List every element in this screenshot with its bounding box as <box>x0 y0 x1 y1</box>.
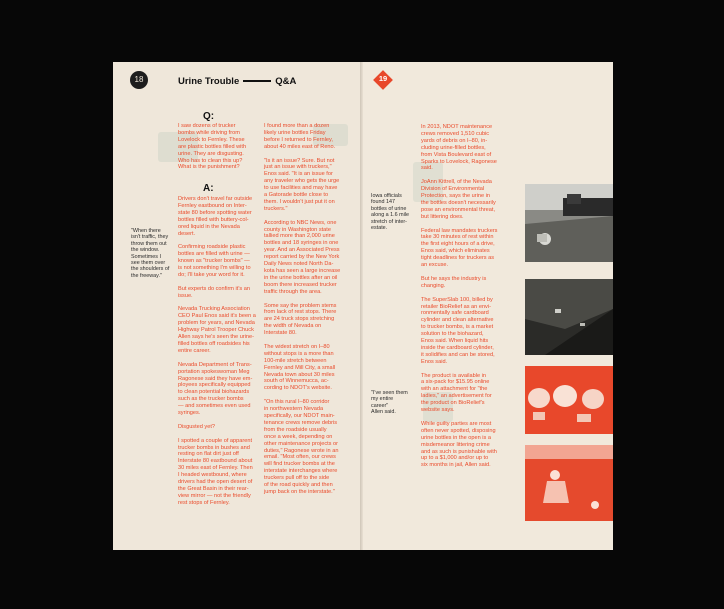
text-line: — and sometimes even used <box>178 403 251 410</box>
text-line: is not something I'm willing to <box>178 265 251 272</box>
text-line: Lovelock to Fernley. These <box>178 136 245 143</box>
text-line: year. And an Associated Press <box>264 247 340 254</box>
page-number-right: 19 <box>378 74 388 83</box>
text-line: do; I'll take your word for it. <box>178 271 245 278</box>
pull-quote-text <box>131 228 169 279</box>
text-line: Fernley eastbound on Inter- <box>178 202 247 209</box>
text-line: kota has seen a large increase <box>264 268 341 274</box>
text-line: tight deadlines for truckers as <box>421 255 495 262</box>
text-line: jump back on the interstate." <box>264 488 335 495</box>
caption-iowa <box>371 193 409 231</box>
text-line: interstate interchanges where <box>264 468 338 475</box>
paragraph <box>178 196 256 237</box>
text-line: drivers had the open desert of <box>178 479 253 486</box>
text-line: But experts do confirm it's an <box>178 285 250 292</box>
text-line: in the urine bottles after an oil <box>264 274 338 281</box>
text-line: without stops is a more than <box>264 350 334 357</box>
text-line: before I returned to Fernley, <box>264 136 333 143</box>
caption-text <box>371 390 408 416</box>
text-line: misdemeanor littering crime <box>421 441 490 448</box>
text-line: Highway Patrol Trooper Chuck <box>178 327 254 334</box>
text-line: county in Washington state <box>264 226 331 233</box>
text-line: According to NBC News, one <box>264 219 337 226</box>
text-line: to use facilities and may have <box>264 185 338 192</box>
text-line: said. <box>421 165 433 172</box>
text-line: truckers pull off to the side <box>264 475 330 482</box>
text-line: Allen says he's seen the urine- <box>178 334 255 341</box>
text-line: cylinder and clean alternative <box>421 317 494 324</box>
text-line: in northwestern Nevada <box>264 406 324 413</box>
text-line: The SuperSlab 100, billed by <box>421 296 493 303</box>
text-line: Enos said, which eliminates <box>421 248 490 255</box>
text-line: the freeway." <box>131 272 162 279</box>
text-line: CEO Paul Enos said it's been a <box>178 313 256 320</box>
text-line: tenance crews remove debris <box>264 419 338 426</box>
left-page <box>113 62 363 550</box>
text-line: Interstate 80 eastbound about <box>178 458 253 465</box>
photo-bottles-red-image <box>525 366 613 434</box>
text-line: the bottles doesn't necessarily <box>421 199 496 206</box>
text-line: known as "trucker bombs" — <box>178 258 250 265</box>
text-line: Drivers don't travel far outside <box>178 196 253 202</box>
text-line: "On this rural I–80 corridor <box>264 399 330 406</box>
text-line: about 40 miles east of Reno. <box>264 143 336 150</box>
page-number-left: 18 <box>130 71 148 89</box>
text-line: JoAnn Kittrell, of the Nevada <box>421 179 492 186</box>
text-line: traffic through the area. <box>264 288 322 295</box>
text-line: I saw dozens of trucker <box>178 123 236 129</box>
question-text <box>178 123 246 178</box>
text-line: often never spotted, disposing <box>421 427 496 434</box>
text-line: report carried by the New York <box>264 254 340 261</box>
text-line: Some say the problem stems <box>264 302 337 309</box>
text-line: ored liquid in the Nevada <box>178 223 240 230</box>
header-dash <box>243 80 271 82</box>
text-line: career" <box>371 402 389 409</box>
question-label: Q: <box>203 111 215 122</box>
text-line: Division of Environmental <box>421 186 485 193</box>
text-line: cording to NDOT's website. <box>264 385 332 392</box>
photo-truck-roadside <box>525 184 613 262</box>
text-line: "I've seen them <box>371 390 408 396</box>
text-line: estate. <box>371 225 388 232</box>
text-line: Iowa officials <box>371 193 402 199</box>
paragraph <box>264 220 340 296</box>
answer-column-2 <box>264 123 340 503</box>
text-line: rest stops of Fernley. <box>178 499 230 506</box>
paragraph <box>178 362 256 417</box>
text-line: Nevada Department of Trans- <box>178 361 252 368</box>
text-line: bombs while driving from <box>178 129 240 136</box>
text-line: While guilty parties are most <box>421 420 492 427</box>
text-line: the first eight hours of a drive, <box>421 241 495 248</box>
text-line: Nevada Trucking Association <box>178 306 250 313</box>
text-line: desert. <box>178 230 196 237</box>
paragraph <box>421 228 497 269</box>
text-line: 30 miles east of Fernley. Then <box>178 465 253 472</box>
text-line: see them over <box>131 260 166 267</box>
text-line: I found more than a dozen <box>264 123 330 129</box>
text-line: entire career. <box>178 347 211 354</box>
text-line: along a 1.6 mile <box>371 212 410 219</box>
text-line: the product on BioRelief's <box>421 400 485 407</box>
text-line: website says. <box>421 407 455 414</box>
text-line: bottles and 18 syringes in one <box>264 240 339 247</box>
text-line: Interstate 80. <box>264 330 297 337</box>
text-line: resting on flat dirt just off <box>178 451 239 458</box>
text-line: are plastic bottles filled with <box>178 143 247 150</box>
text-line: Ragonese said they have em- <box>178 375 253 382</box>
text-line: bottles filled with buttery-col- <box>178 216 249 223</box>
text-line: bottles of urine <box>371 205 407 212</box>
text-line: Allen said. <box>371 409 396 416</box>
answer-column-1 <box>178 196 256 514</box>
text-line: Federal law mandates truckers <box>421 227 498 234</box>
text-line: Disgusted yet? <box>178 423 216 430</box>
photo-person-roadside-red-image <box>525 445 613 521</box>
paragraph <box>421 373 497 414</box>
text-line: boom there increased trucker <box>264 281 337 288</box>
paragraph <box>178 286 256 300</box>
text-line: 100-mile stretch between <box>264 357 327 364</box>
text-line: a Gatorade bottle close to <box>264 192 329 199</box>
text-line: the Great Basin in their rear- <box>178 485 249 492</box>
paragraph <box>421 276 497 290</box>
text-line: What is the punishment? <box>178 164 240 171</box>
paragraph <box>421 124 497 172</box>
text-line: trucker bombs in bushes and <box>178 444 250 451</box>
text-line: "Is it an issue? Sure. But not <box>264 157 335 164</box>
text-line: bottles are filled with urine — <box>178 251 250 258</box>
text-line: problem for years, and Nevada <box>178 320 255 327</box>
text-line: a six-pack for $15.95 online <box>421 379 490 386</box>
text-line: the shoulders of <box>131 266 170 273</box>
text-line: will find trucker bombs at the <box>264 461 335 468</box>
text-line: tallied more than 2,000 urine <box>264 233 335 240</box>
text-line: crews removed 1,510 cubic <box>421 130 490 137</box>
paragraph <box>421 179 497 220</box>
text-line: the width of Nevada on <box>264 323 322 330</box>
text-line: issue. <box>178 292 193 299</box>
photo-ditch-debris-image <box>525 279 613 355</box>
text-line: yards of debris on I–80, in- <box>421 137 488 144</box>
text-line: isn't traffic, they <box>131 234 169 241</box>
header-title: Urine Trouble <box>178 76 240 87</box>
text-line: with an attachment for "the <box>421 386 488 393</box>
text-line: ronmentally safe cardboard <box>421 310 489 317</box>
text-line: email. "Most often, our crews <box>264 454 336 461</box>
photo-ditch-debris <box>525 279 613 355</box>
text-line: Who has to clean this up? <box>178 157 243 164</box>
text-line: syringes. <box>178 410 201 417</box>
pull-quote <box>131 228 169 279</box>
right-page <box>363 62 613 550</box>
text-line: up to a $1,000 and/or up to <box>421 455 489 462</box>
photo-person-roadside-red <box>525 445 613 521</box>
text-line: ployees specifically equipped <box>178 382 251 389</box>
paragraph <box>421 297 497 366</box>
text-line: inside the cardboard cylinder, <box>421 344 494 351</box>
page-header <box>178 76 296 87</box>
paragraph <box>178 244 256 279</box>
text-line: Protection, says the urine in <box>421 193 491 200</box>
text-line: Daily News noted North Da- <box>264 261 334 268</box>
text-line: such as the trucker bombs <box>178 396 244 403</box>
text-line: take 30 minutes of rest within <box>421 234 494 241</box>
text-line: Sparks to Lovelock, Ragonese <box>421 158 497 165</box>
text-line: just an issue with truckers," <box>264 164 332 171</box>
text-line: found 147 <box>371 199 395 206</box>
text-line: other maintenance projects or <box>264 440 339 447</box>
paragraph <box>264 158 340 213</box>
text-line: Nevada town about 30 miles <box>264 371 335 378</box>
text-line: The product is available in <box>421 372 486 379</box>
paragraph <box>264 123 340 151</box>
text-line: stretch of inter- <box>371 218 407 225</box>
text-line: once a week, depending on <box>264 433 333 440</box>
text-line: them. I wouldn't just put it on <box>264 198 335 205</box>
text-line: urine. They are disgusting. <box>178 150 244 157</box>
text-line: south of Winnemucca, ac- <box>264 378 329 385</box>
text-line: Enos said. When liquid hits <box>421 338 489 345</box>
text-line: to trucker bombs, is a market <box>421 324 494 331</box>
text-line: Fernley and Mill City, a small <box>264 364 336 371</box>
text-line: In 2013, NDOT maintenance <box>421 124 493 130</box>
text-line: and as such is punishable with <box>421 448 497 455</box>
text-line: But he says the industry is <box>421 275 487 282</box>
right-article-text <box>421 124 497 476</box>
paragraph <box>178 424 256 431</box>
text-line: retailer BioRelief as an envi- <box>421 303 491 310</box>
text-line: pose an environmental threat, <box>421 206 496 213</box>
text-line: throw them out <box>131 240 167 247</box>
text-line: Sometimes I <box>131 253 161 260</box>
text-line: of the road quickly and then <box>264 482 333 489</box>
text-line: "When there <box>131 228 161 234</box>
text-line: Confirming roadside plastic <box>178 244 246 251</box>
text-line: I spotted a couple of apparent <box>178 437 253 444</box>
text-line: six months in jail, Allen said. <box>421 462 491 469</box>
paragraph <box>421 421 497 469</box>
text-line: likely urine bottles Friday <box>264 129 326 136</box>
text-line: ladies," an advertisement for <box>421 393 492 400</box>
caption-allen-quote <box>371 390 408 416</box>
photo-truck-roadside-image <box>525 184 613 262</box>
paragraph <box>178 306 256 354</box>
text-line: filled bottles off roadsides his <box>178 340 250 347</box>
text-line: an excuse. <box>421 262 449 269</box>
text-line: to clean potential biohazards <box>178 389 250 396</box>
paragraph <box>178 438 256 507</box>
text-line: from the roadside usually <box>264 426 327 433</box>
text-line: solution to the biohazard, <box>421 331 484 338</box>
question-paragraph <box>178 123 246 171</box>
text-line: truckers." <box>264 205 288 212</box>
header-suffix: Q&A <box>275 76 297 87</box>
text-line: cluding urine-filled bottles, <box>421 144 486 151</box>
text-line: The widest stretch on I–80 <box>264 343 330 350</box>
text-line: from Vista Boulevard east of <box>421 151 492 158</box>
text-line: duties," Ragonese wrote in an <box>264 447 339 454</box>
photo-bottles-red <box>525 366 613 434</box>
text-line: Enos said. "It is an issue for <box>264 171 333 178</box>
answer-label: A: <box>203 183 214 194</box>
text-line: state 80 before spotting water <box>178 209 252 216</box>
text-line: it solidifies and can be stored, <box>421 351 495 358</box>
text-line: portation spokeswoman Meg <box>178 368 250 375</box>
text-line: view mirror — not the friendly <box>178 492 251 499</box>
text-line: any traveler who gets the urge <box>264 178 340 185</box>
text-line: specifically, our NDOT main- <box>264 412 335 419</box>
text-line: the window. <box>131 247 160 254</box>
caption-text <box>371 193 409 231</box>
text-line: I headed westbound, where <box>178 472 247 479</box>
text-line: changing. <box>421 282 446 289</box>
paragraph <box>264 344 340 392</box>
text-line: are 24 truck stops stretching <box>264 316 335 323</box>
text-line: Enos said. <box>421 358 448 365</box>
text-line: from lack of rest stops. There <box>264 309 337 316</box>
text-line: my entire <box>371 396 394 403</box>
paragraph <box>264 399 340 496</box>
text-line: urine bottles in the open is a <box>421 434 491 441</box>
text-line: but littering does. <box>421 213 464 220</box>
paragraph <box>264 303 340 338</box>
